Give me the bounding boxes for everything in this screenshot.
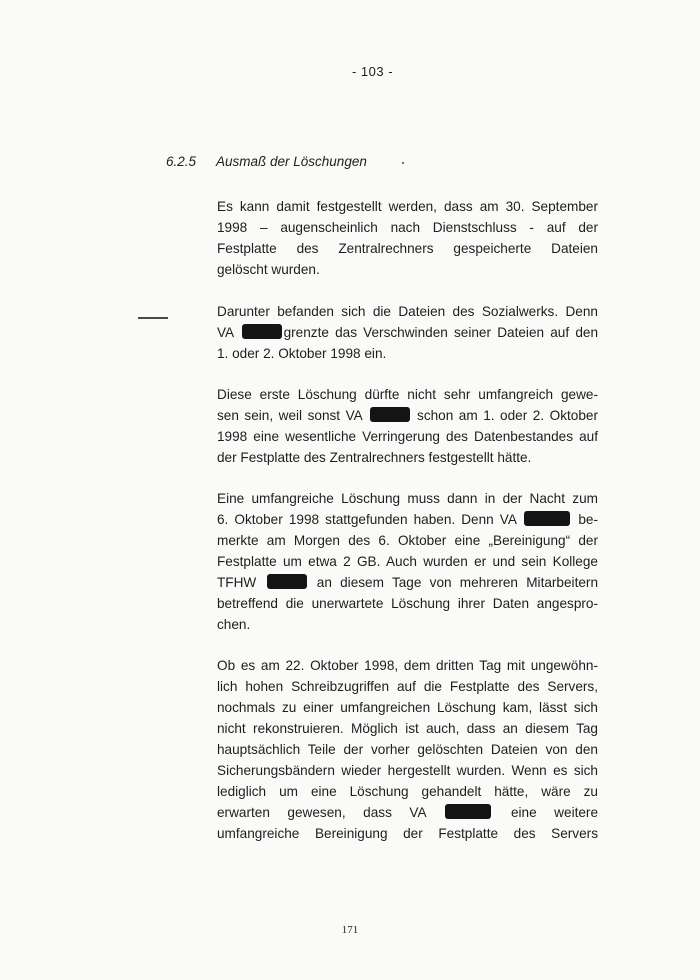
text-line: TFHW an diesem Tage von mehreren Mitarbeitern xyxy=(217,575,599,590)
paragraph-1 xyxy=(217,196,598,280)
text-line: Es kann damit festgestellt werden, dass am 30. September xyxy=(217,199,598,214)
text-line: Festplatte des Zentralrechners gespeicherte Dateien xyxy=(217,241,598,256)
text-line: Diese erste Löschung dürfte nicht sehr umfangreich gewe- xyxy=(217,387,598,402)
text-line: Festplatte um etwa 2 GB. Auch wurden er und sein Kollege xyxy=(217,554,598,569)
text-line: betreffend die unerwartete Löschung ihrer Daten angespro- xyxy=(217,596,598,611)
page-number: - 103 - xyxy=(351,64,394,79)
redaction-bar xyxy=(445,804,491,819)
paragraph-4 xyxy=(217,488,598,635)
text-line: 1998 – augenscheinlich nach Dienstschluss - auf der xyxy=(217,220,598,235)
text-line: sen sein, weil sonst VA schon am 1. oder 2. Oktober xyxy=(217,408,598,423)
text-line: hauptsächlich Teile der vorher gelöschten Dateien von den xyxy=(217,742,598,757)
text-line: Sicherungsbändern wieder hergestellt wurden. Wenn es sich xyxy=(217,763,598,778)
redaction-bar xyxy=(242,324,282,339)
text-line: nochmals zu einer umfangreichen Löschung kam, lässt sich xyxy=(217,700,598,715)
paragraph-5 xyxy=(217,655,598,844)
text-line: Eine umfangreiche Löschung muss dann in der Nacht zum xyxy=(217,491,598,506)
text-line: 6. Oktober 1998 stattgefunden haben. Denn VA be- xyxy=(217,512,598,527)
text-line: merkte am Morgen des 6. Oktober eine „Bereinigung“ der xyxy=(217,533,598,548)
text-line: Darunter befanden sich die Dateien des Sozialwerks. Denn xyxy=(217,304,598,319)
text-line: der Festplatte des Zentralrechners festgestellt hätte. xyxy=(217,450,532,465)
text-line: 1. oder 2. Oktober 1998 ein. xyxy=(217,346,387,361)
text-line: chen. xyxy=(217,617,251,632)
text-line: lich hohen Schreibzugriffen auf die Festplatte des Servers, xyxy=(217,679,598,694)
scan-artifact-mark xyxy=(138,317,168,319)
paragraph-2 xyxy=(217,301,598,364)
text-line: gelöscht wurden. xyxy=(217,262,320,277)
redaction-bar xyxy=(524,511,570,526)
text-line: nicht rekonstruieren. Möglich ist auch, dass an diesem Tag xyxy=(217,721,598,736)
text-line: erwarten gewesen, dass VA eine weitere xyxy=(217,805,599,820)
text-line: VA grenzte das Verschwinden seiner Dateien auf den xyxy=(217,325,598,340)
scan-artifact-mark xyxy=(402,162,404,164)
redaction-bar xyxy=(370,407,410,422)
text-line: umfangreiche Bereinigung der Festplatte des Servers xyxy=(217,826,598,841)
section-heading xyxy=(166,154,367,169)
section-number: 6.2.5 xyxy=(166,154,197,169)
text-line: lediglich um eine Löschung gehandelt hätte, wäre zu xyxy=(217,784,598,799)
redaction-bar xyxy=(267,574,307,589)
text-line: Ob es am 22. Oktober 1998, dem dritten Tag mit ungewöhn- xyxy=(217,658,598,673)
paragraph-3 xyxy=(217,384,598,468)
sheet-number: 171 xyxy=(341,924,359,936)
text-line: 1998 eine wesentliche Verringerung des Datenbestandes auf xyxy=(217,429,598,444)
section-title: Ausmaß der Löschungen xyxy=(216,154,367,169)
